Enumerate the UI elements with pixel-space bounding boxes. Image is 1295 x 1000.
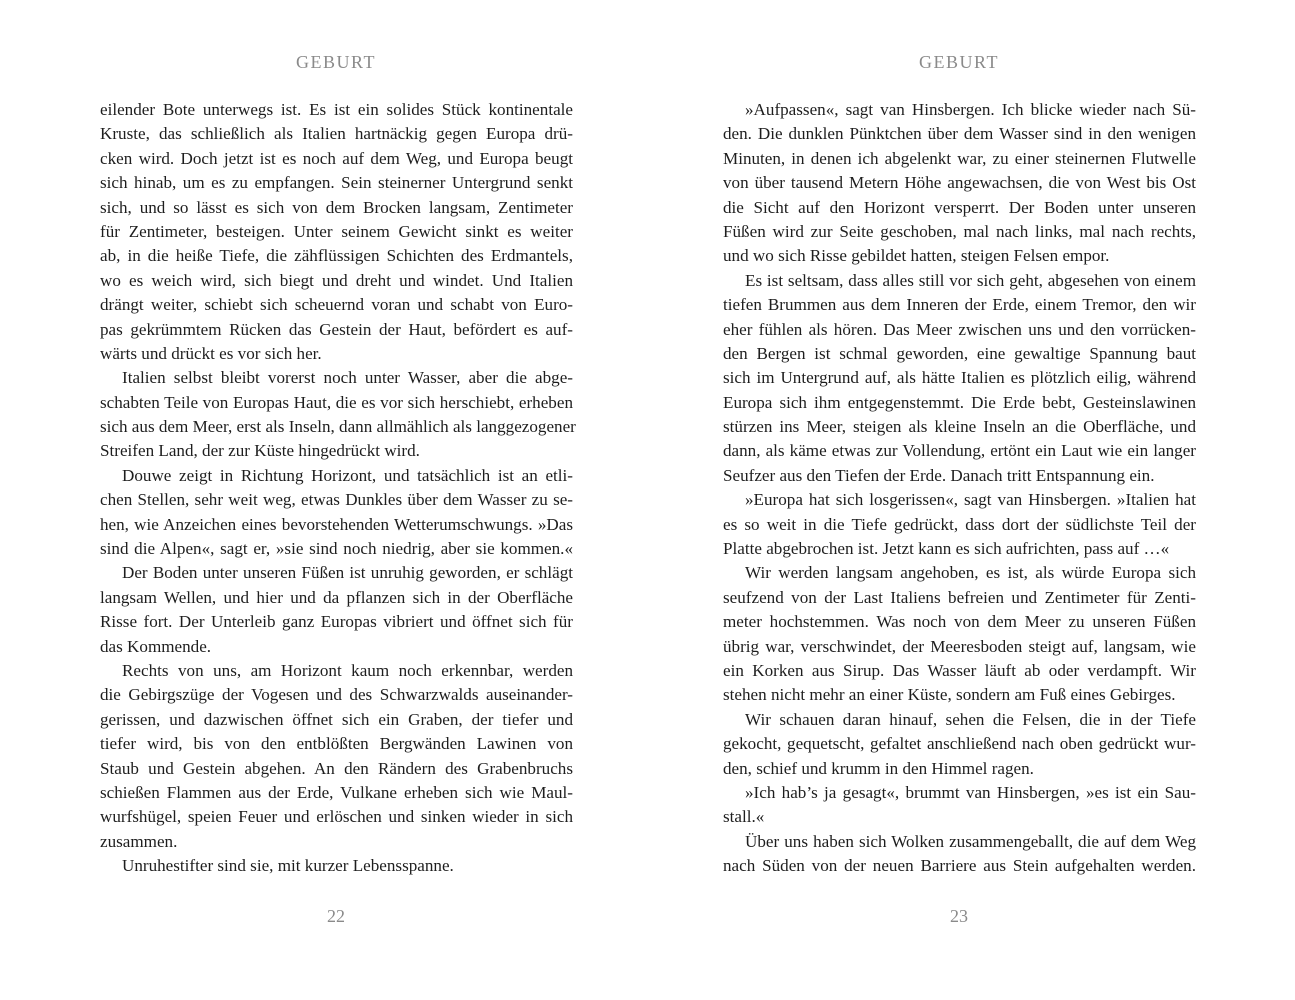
body-text xyxy=(723,98,1196,879)
text-line: zusammen. xyxy=(100,831,178,851)
running-head: GEBURT xyxy=(296,52,376,72)
page-number: 23 xyxy=(950,906,968,926)
text-line: gekocht, gequetscht, gefaltet anschließend nach oben gedrückt wur- xyxy=(723,734,1196,754)
text-line: langsam Wellen, und hier und da pflanzen sich in der Oberfläche xyxy=(100,587,573,607)
text-line: Minuten, in denen ich abgelenkt war, zu einer steinernen Flutwelle xyxy=(723,148,1196,168)
text-line: sich aus dem Meer, erst als Inseln, dann allmählich als langgezogener xyxy=(100,417,576,437)
body-text xyxy=(100,98,576,879)
text-line: eher fühlen als hören. Das Meer zwischen uns und den vorrücken- xyxy=(723,319,1196,339)
text-line: stürzen ins Meer, steigen als kleine Inseln an die Oberfläche, und xyxy=(723,417,1196,437)
text-line: cken wird. Doch jetzt ist es noch auf dem Weg, und Europa beugt xyxy=(100,148,573,168)
text-line: »Aufpassen«, sagt van Hinsbergen. Ich blicke wieder nach Sü- xyxy=(745,100,1196,119)
text-line: chen Stellen, sehr weit weg, etwas Dunkles über dem Wasser zu se- xyxy=(100,490,573,510)
text-line: hen, wie Anzeichen eines bevorstehenden Wetterumschwungs. »Das xyxy=(100,514,573,534)
text-line: Füßen wird zur Seite geschoben, mal nach links, mal nach rechts, xyxy=(723,221,1196,241)
text-line: Unruhestifter sind sie, mit kurzer Lebensspanne. xyxy=(122,856,454,876)
text-line: »Ich hab’s ja gesagt«, brummt van Hinsbergen, »es ist ein Sau- xyxy=(745,782,1196,802)
text-line: Streifen Land, der zur Küste hingedrückt wird. xyxy=(100,441,420,461)
text-line: sich, und so lässt es sich von dem Brocken langsam, Zentimeter xyxy=(100,197,573,217)
left-page xyxy=(0,0,647,1000)
text-line: wurfshügel, speien Feuer und erlöschen und sinken wieder in sich xyxy=(100,807,573,827)
text-line: schießen Flammen aus der Erde, Vulkane erheben sich wie Maul- xyxy=(100,782,573,802)
text-line: die Gebirgszüge der Vogesen und des Schwarzwalds auseinander- xyxy=(100,685,573,705)
text-line: den, schief und krumm in den Himmel ragen. xyxy=(723,758,1034,778)
text-line: schabten Teile von Europas Haut, die es vor sich herschiebt, erheben xyxy=(100,392,573,412)
running-head: GEBURT xyxy=(919,52,999,72)
text-line: wärts und drückt es vor sich her. xyxy=(100,343,322,363)
right-page xyxy=(647,0,1295,1000)
text-line: sind die Alpen«, sagt er, »sie sind noch niedrig, aber sie kommen.« xyxy=(100,539,573,559)
text-line: stall.« xyxy=(723,807,765,827)
text-line: und wo sich Risse gebildet hatten, steigen Felsen empor. xyxy=(723,246,1110,266)
text-line: Platte abgebrochen ist. Jetzt kann es sich aufrichten, pass auf …« xyxy=(723,539,1170,559)
text-line: Europa sich ihm entgegenstemmt. Die Erde bebt, Gesteinslawinen xyxy=(723,392,1196,412)
text-line: ab, in die heiße Tiefe, die zähflüssigen Schichten des Erdmantels, xyxy=(100,246,573,266)
text-line: eilender Bote unterwegs ist. Es ist ein solides Stück kontinentale xyxy=(100,100,573,119)
text-line: den Bergen ist schmal geworden, eine gewaltige Spannung baut xyxy=(723,343,1196,363)
text-line: tiefer wird, bis von den entblößten Bergwänden Lawinen von xyxy=(100,734,573,754)
text-line: Staub und Gestein abgehen. An den Rändern des Grabenbruchs xyxy=(100,758,573,778)
text-line: sich im Untergrund auf, als hätte Italien es plötzlich eilig, während xyxy=(723,368,1196,388)
text-line: Wir werden langsam angehoben, es ist, als würde Europa sich xyxy=(745,563,1196,583)
text-line: »Europa hat sich losgerissen«, sagt van Hinsbergen. »Italien hat xyxy=(745,490,1196,510)
page-number: 22 xyxy=(327,906,345,926)
text-line: Rechts von uns, am Horizont kaum noch erkennbar, werden xyxy=(122,660,573,680)
text-line: Der Boden unter unseren Füßen ist unruhig geworden, er schlägt xyxy=(122,563,573,583)
text-line: nach Süden von der neuen Barriere aus Stein aufgehalten werden. xyxy=(723,856,1196,876)
text-line: den. Die dunklen Pünktchen über dem Wasser sind in den wenigen xyxy=(723,124,1196,144)
text-line: stehen nicht mehr an einer Küste, sondern am Fuß eines Gebirges. xyxy=(723,685,1176,705)
text-line: ein Korken aus Sirup. Das Wasser läuft ab oder verdampft. Wir xyxy=(723,660,1196,680)
text-line: Risse fort. Der Unterleib ganz Europas vibriert und öffnet sich für xyxy=(100,612,573,632)
text-line: Es ist seltsam, dass alles still vor sich geht, abgesehen von einem xyxy=(745,270,1196,290)
text-line: gerissen, und dazwischen öffnet sich ein Graben, der tiefer und xyxy=(100,709,573,729)
text-line: drängt weiter, schiebt sich scheuernd voran und schabt von Euro- xyxy=(100,295,573,315)
text-line: wo es weich wird, sich biegt und dreht und windet. Und Italien xyxy=(100,270,573,290)
text-line: von über tausend Metern Höhe angewachsen, die von West bis Ost xyxy=(723,173,1196,193)
text-line: die Sicht auf den Horizont versperrt. Der Boden unter unseren xyxy=(723,197,1196,217)
text-line: tiefen Brummen aus dem Inneren der Erde, einem Tremor, den wir xyxy=(723,295,1196,315)
text-line: Seufzer aus den Tiefen der Erde. Danach tritt Entspannung ein. xyxy=(723,465,1155,485)
text-line: für Zentimeter, besteigen. Unter seinem Gewicht sinkt es weiter xyxy=(100,221,573,241)
text-line: es so weit in die Tiefe gedrückt, dass dort der südlichste Teil der xyxy=(723,514,1196,534)
text-line: dann, als käme etwas zur Vollendung, ertönt ein Laut wie ein langer xyxy=(723,441,1196,461)
text-line: Wir schauen daran hinauf, sehen die Felsen, die in der Tiefe xyxy=(745,709,1196,729)
text-line: Kruste, das schließlich als Italien hartnäckig gegen Europa drü- xyxy=(100,124,573,144)
text-line: sich hinab, um es zu empfangen. Sein steinerner Untergrund senkt xyxy=(100,173,573,193)
text-line: Douwe zeigt in Richtung Horizont, und tatsächlich ist an etli- xyxy=(122,465,573,485)
text-line: Über uns haben sich Wolken zusammengeballt, die auf dem Weg xyxy=(745,831,1196,851)
text-line: das Kommende. xyxy=(100,636,212,656)
text-line: Italien selbst bleibt vorerst noch unter Wasser, aber die abge- xyxy=(122,368,573,388)
text-line: pas gekrümmtem Rücken das Gestein der Haut, befördert es auf- xyxy=(100,319,573,339)
text-line: übrig war, verschwindet, der Meeresboden steigt auf, langsam, wie xyxy=(723,636,1196,656)
text-line: meter hochstemmen. Was noch von dem Meer zu unseren Füßen xyxy=(723,612,1196,632)
text-line: seufzend von der Last Italiens befreien und Zentimeter für Zenti- xyxy=(723,587,1196,607)
